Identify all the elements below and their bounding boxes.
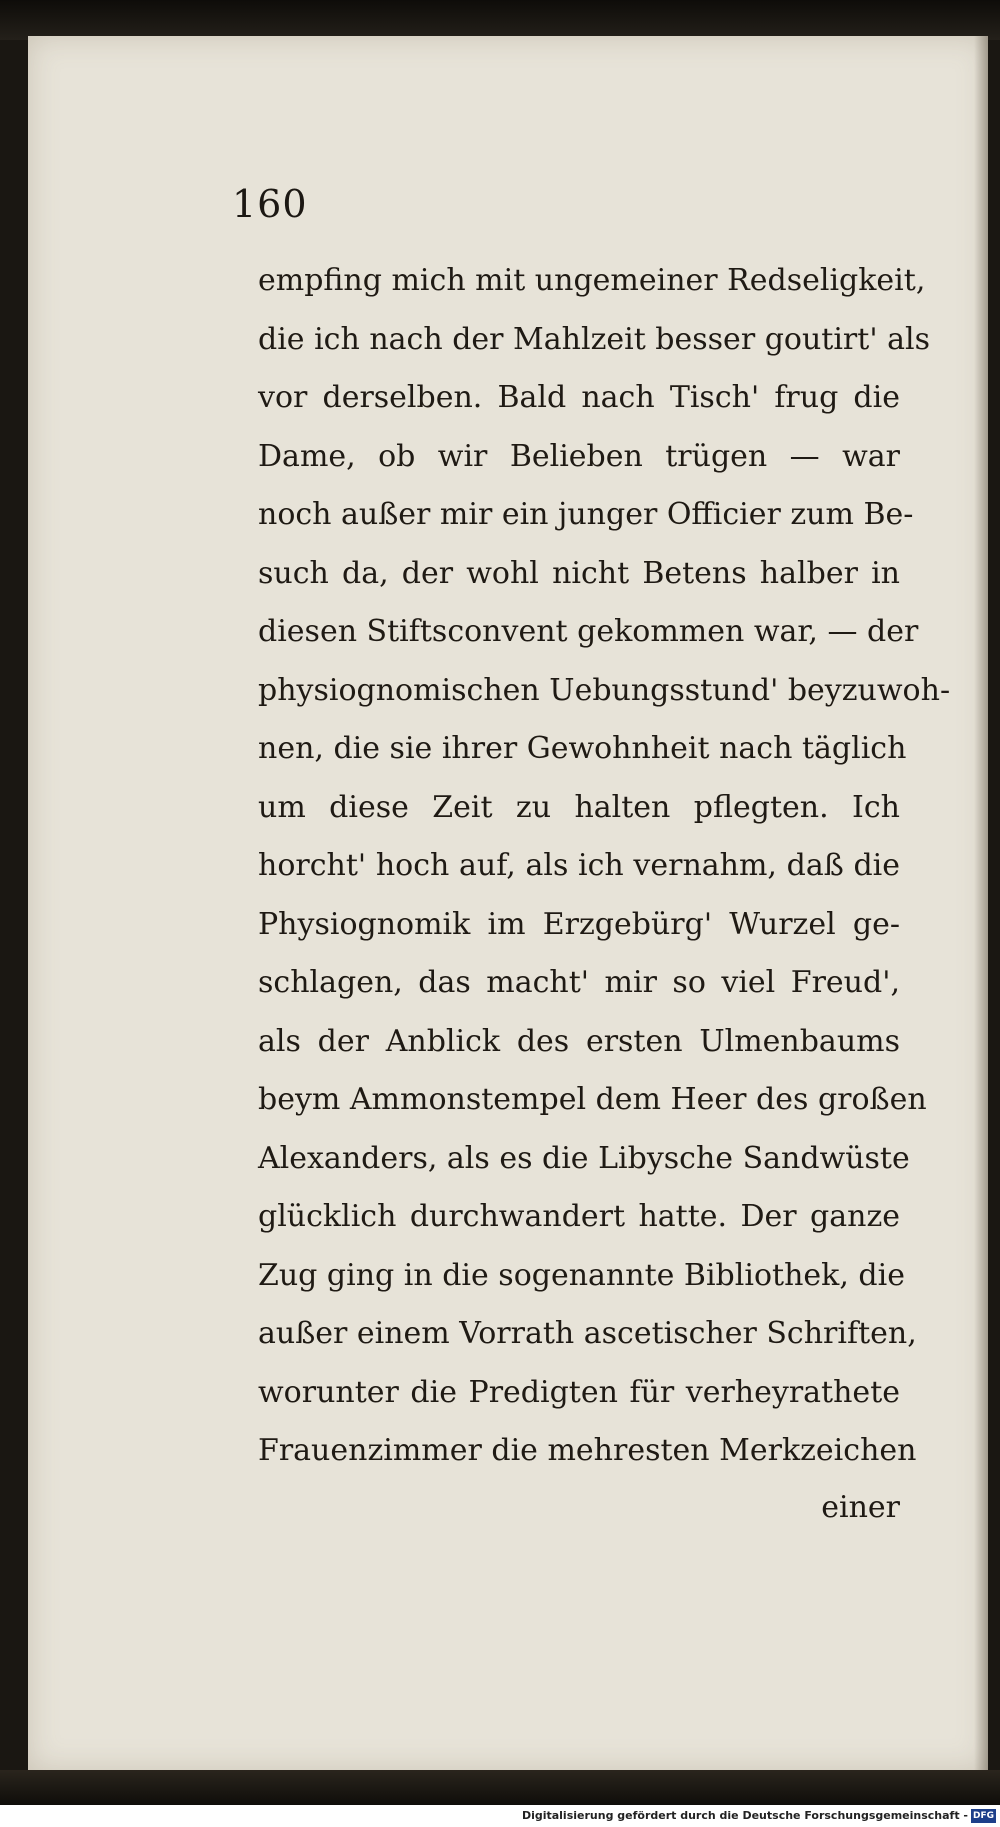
text-line: diesen Stiftsconvent gekommen war, — der [258,614,919,649]
text-line: physiognomischen Uebungsstund' beyzuwoh- [258,672,951,708]
text-line: Physiognomik im Erzgebürg' Wurzel ge- [258,906,900,942]
text-line: vor derselben. Bald nach Tisch' frug die [258,380,900,415]
text-line: schlagen, das macht' mir so viel Freud', [258,965,900,1000]
text-line: die ich nach der Mahlzeit besser goutirt' als [258,321,930,357]
body-text [258,252,951,1481]
dfg-logo: DFG [972,1811,994,1821]
text-line: empfing mich mit ungemeiner Redseligkeit, [258,263,926,298]
text-line: um diese Zeit zu halten pflegten. Ich [258,789,900,825]
text-line: noch außer mir ein junger Officier zum Be- [258,497,914,532]
funding-notice: Digitalisierung gefördert durch die Deutsche Forschungsgemeinschaft - [521,1809,968,1822]
scanner-background-bottom [0,1770,1000,1805]
text-line: glücklich durchwandert hatte. Der ganze [258,1199,900,1234]
text-line: Frauenzimmer die mehresten Merkzeichen [258,1433,917,1468]
text-line: Alexanders, als es die Libysche Sandwüste [258,1140,910,1176]
text-line: als der Anblick des ersten Ulmenbaums [258,1023,900,1059]
text-line: worunter die Predigten für verheyrathete [258,1374,900,1410]
catchword: einer [821,1490,900,1525]
digitization-footer [0,1805,1000,1827]
text-line: beym Ammonstempel dem Heer des großen [258,1082,927,1117]
scanner-background-top [0,0,1000,40]
page-edge-shadow [974,36,988,1771]
text-line: Dame, ob wir Belieben trügen — war [258,438,900,474]
text-line: horcht' hoch auf, als ich vernahm, daß die [258,848,900,883]
text-line: außer einem Vorrath ascetischer Schriften, [258,1316,917,1351]
text-line: such da, der wohl nicht Betens halber in [258,555,900,591]
text-line: nen, die sie ihrer Gewohnheit nach täglich [258,731,907,766]
text-line: Zug ging in die sogenannte Bibliothek, die [258,1257,905,1293]
page-number: 160 [232,182,308,226]
